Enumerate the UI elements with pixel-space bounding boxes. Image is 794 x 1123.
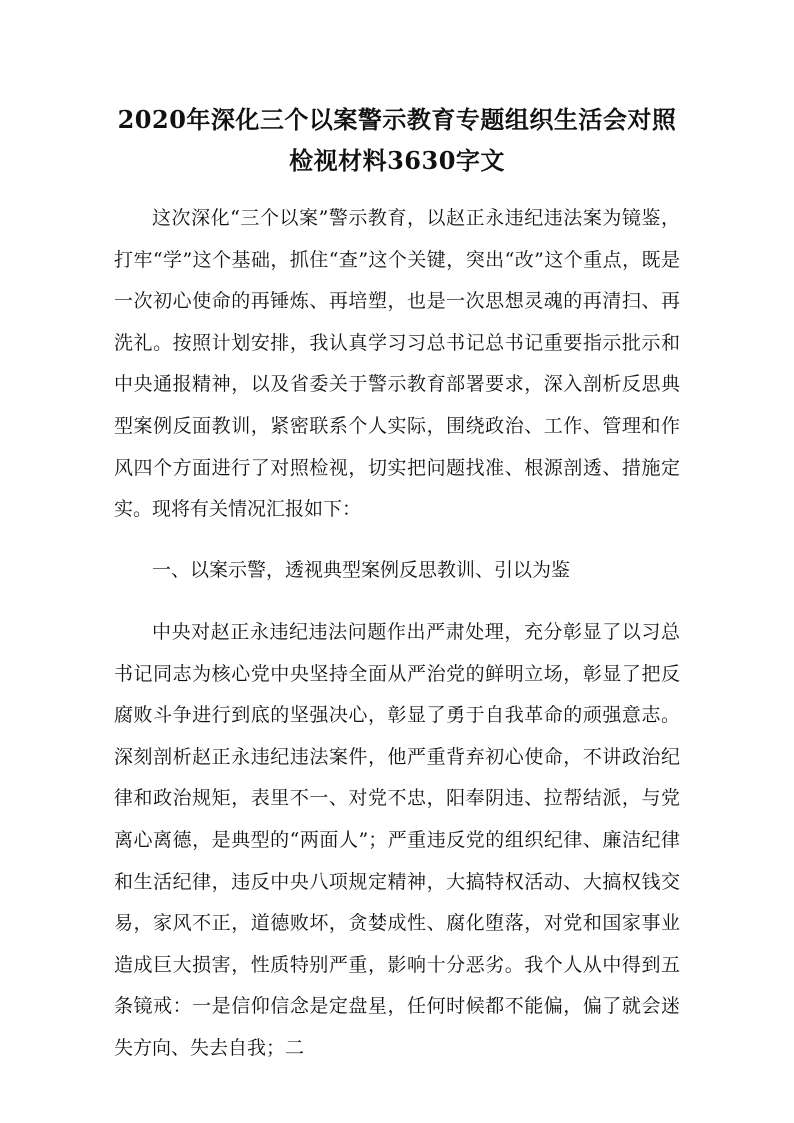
document-title-line-2: 检视材料3630字文 [289, 146, 505, 175]
section-1-paragraph: 中央对赵正永违纪违法问题作出严肃处理，充分彰显了以习总书记同志为核心党中央坚持全面从严治党的鲜明立场，彰显了把反腐败斗争进行到底的坚强决心，彰显了勇于自我革命的顽强意志。深刻剖析赵正永违纪违法案件，他严重背弃初心使命，不讲政治纪律和政治规矩，表里不一、对党不忠，阳奉阴违、拉帮结派，与党离心离德，是典型的“两面人”；严重违反党的组织纪律、廉洁纪律和生活纪律，违反中央八项规定精神，大搞特权活动、大搞权钱交易，家风不正，道德败坏，贪婪成性、腐化堕落，对党和国家事业造成巨大损害，性质特别严重，影响十分恶劣。我个人从中得到五条镜戒：一是信仰信念是定盘星，任何时候都不能偏，偏了就会迷失方向、失去自我；二 [114, 621, 680, 1059]
document-title-line-1: 2020年深化三个以案警示教育专题组织生活会对照 [117, 105, 677, 134]
intro-paragraph: 这次深化“三个以案”警示教育，以赵正永违纪违法案为镜鉴，打牢“学”这个基础，抓住“查”这个关键，突出“改”这个重点，既是一次初心使命的再锤炼、再培塑，也是一次思想灵魂的再清扫、再洗礼。按照计划安排，我认真学习习总书记总书记重要指示批示和中央通报精神，以及省委关于警示教育部署要求，深入剖析反思典型案例反面教训，紧密联系个人实际，围绕政治、工作、管理和作风四个方面进行了对照检视，切实把问题找准、根源剖透、措施定实。现将有关情况汇报如下： [114, 207, 680, 521]
section-heading-1: 一、以案示警，透视典型案例反思教训、引以为鉴 [152, 559, 571, 581]
